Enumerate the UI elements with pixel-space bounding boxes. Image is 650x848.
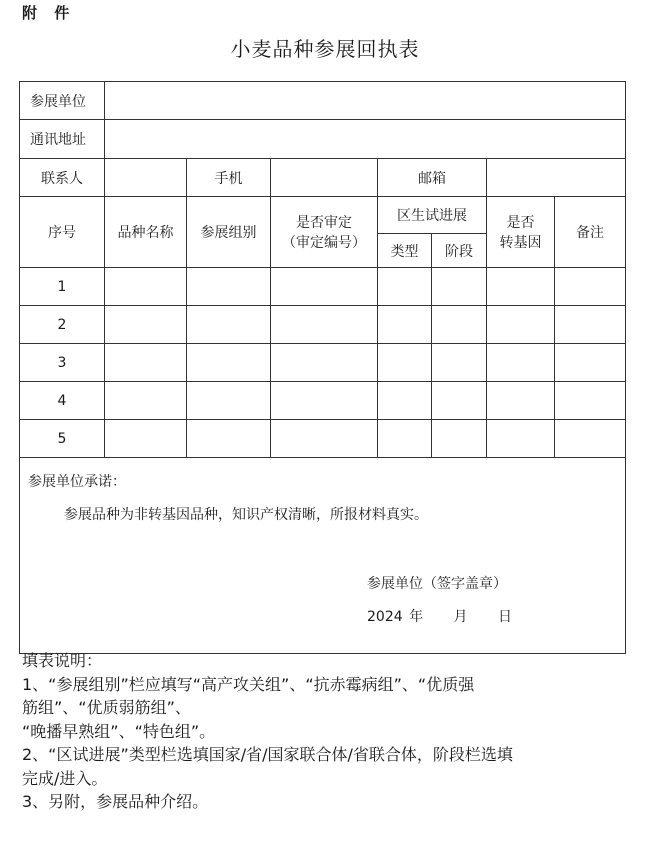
instructions — [22, 649, 632, 814]
group-cell[interactable] — [187, 420, 271, 458]
variety-cell[interactable] — [105, 382, 187, 420]
table-row — [20, 268, 626, 306]
instruction-1-line-2: 筋组”、“优质弱筋组”、 — [22, 698, 191, 717]
remarks-header: 备注 — [555, 197, 626, 268]
trial-type-cell[interactable] — [378, 420, 432, 458]
unit-label: 参展单位 — [20, 82, 105, 120]
trial-stage-header: 阶段 — [432, 234, 487, 268]
phone-field[interactable] — [271, 159, 378, 197]
gm-cell[interactable] — [487, 306, 555, 344]
approved-header-line2: （审定编号） — [282, 235, 366, 251]
table-row — [20, 306, 626, 344]
date-year-unit: 年 — [409, 609, 424, 625]
trial-stage-cell[interactable] — [432, 382, 487, 420]
address-field[interactable] — [105, 120, 626, 159]
approved-cell[interactable] — [271, 268, 378, 306]
trial-type-cell[interactable] — [378, 306, 432, 344]
header-row-1 — [20, 197, 626, 234]
group-header: 参展组别 — [187, 197, 271, 268]
trial-stage-cell[interactable] — [432, 306, 487, 344]
email-field[interactable] — [487, 159, 626, 197]
instruction-2-line-1: 2、“区试进展”类型栏选填国家/省/国家联合体/省联合体，阶段栏选填 — [22, 745, 513, 764]
group-cell[interactable] — [187, 382, 271, 420]
table-row — [20, 344, 626, 382]
approved-cell[interactable] — [271, 420, 378, 458]
variety-cell[interactable] — [105, 344, 187, 382]
instruction-3: 3、另附，参展品种介绍。 — [22, 792, 209, 811]
unit-row — [20, 82, 626, 120]
date-day-unit: 日 — [498, 609, 512, 625]
gm-cell[interactable] — [487, 382, 555, 420]
gm-header — [487, 197, 555, 268]
unit-field[interactable] — [105, 82, 626, 120]
page-title: 小麦品种参展回执表 — [230, 37, 420, 61]
pledge-statement: 参展品种为非转基因品种，知识产权清晰，所报材料真实。 — [64, 507, 428, 523]
contact-label: 联系人 — [20, 159, 105, 197]
remarks-cell[interactable] — [555, 306, 626, 344]
pledge-heading: 参展单位承诺： — [28, 474, 126, 490]
remarks-cell[interactable] — [555, 344, 626, 382]
approved-header — [271, 197, 378, 268]
instructions-heading: 填表说明： — [22, 651, 103, 670]
date-year: 2024 — [367, 609, 403, 625]
approved-cell[interactable] — [271, 382, 378, 420]
trial-type-header: 类型 — [378, 234, 432, 268]
contact-row — [20, 159, 626, 197]
trial-type-cell[interactable] — [378, 268, 432, 306]
variety-header: 品种名称 — [105, 197, 187, 268]
phone-label: 手机 — [187, 159, 271, 197]
table-row — [20, 382, 626, 420]
variety-cell[interactable] — [105, 306, 187, 344]
variety-cell[interactable] — [105, 420, 187, 458]
pledge-row — [20, 458, 626, 654]
instruction-1-line-3: “晚播早熟组”、“特色组”。 — [22, 721, 216, 741]
row-number: 1 — [20, 268, 105, 306]
row-number: 3 — [20, 344, 105, 382]
variety-cell[interactable] — [105, 268, 187, 306]
trial-header: 区生试进展 — [378, 197, 487, 234]
address-row — [20, 120, 626, 159]
group-cell[interactable] — [187, 344, 271, 382]
group-cell[interactable] — [187, 306, 271, 344]
trial-type-cell[interactable] — [378, 344, 432, 382]
signature-label: 参展单位（签字盖章） — [367, 576, 507, 592]
row-number: 5 — [20, 420, 105, 458]
trial-type-cell[interactable] — [378, 382, 432, 420]
seq-header: 序号 — [20, 197, 105, 268]
group-cell[interactable] — [187, 268, 271, 306]
date-line — [367, 606, 512, 626]
remarks-cell[interactable] — [555, 382, 626, 420]
instruction-1-line-1: 1、“参展组别”栏应填写“高产攻关组”、“抗赤霉病组”、“优质强 — [22, 674, 475, 694]
pledge-cell — [20, 458, 626, 654]
gm-cell[interactable] — [487, 344, 555, 382]
instruction-2-line-2: 完成/进入。 — [22, 768, 108, 788]
gm-header-line1: 是否 — [506, 215, 535, 231]
email-label: 邮箱 — [378, 159, 487, 197]
approved-header-line1: 是否审定 — [296, 215, 352, 231]
remarks-cell[interactable] — [555, 268, 626, 306]
gm-cell[interactable] — [487, 268, 555, 306]
trial-stage-cell[interactable] — [432, 344, 487, 382]
table-row — [20, 420, 626, 458]
gm-cell[interactable] — [487, 420, 555, 458]
trial-stage-cell[interactable] — [432, 420, 487, 458]
approved-cell[interactable] — [271, 344, 378, 382]
date-month-unit: 月 — [453, 609, 468, 625]
gm-header-line2: 转基因 — [499, 235, 542, 251]
contact-field[interactable] — [105, 159, 187, 197]
row-number: 4 — [20, 382, 105, 420]
approved-cell[interactable] — [271, 306, 378, 344]
row-number: 2 — [20, 306, 105, 344]
attachment-label: 附 件 — [22, 4, 76, 22]
remarks-cell[interactable] — [555, 420, 626, 458]
address-label: 通讯地址 — [20, 120, 105, 159]
trial-stage-cell[interactable] — [432, 268, 487, 306]
receipt-form-table — [19, 81, 626, 654]
